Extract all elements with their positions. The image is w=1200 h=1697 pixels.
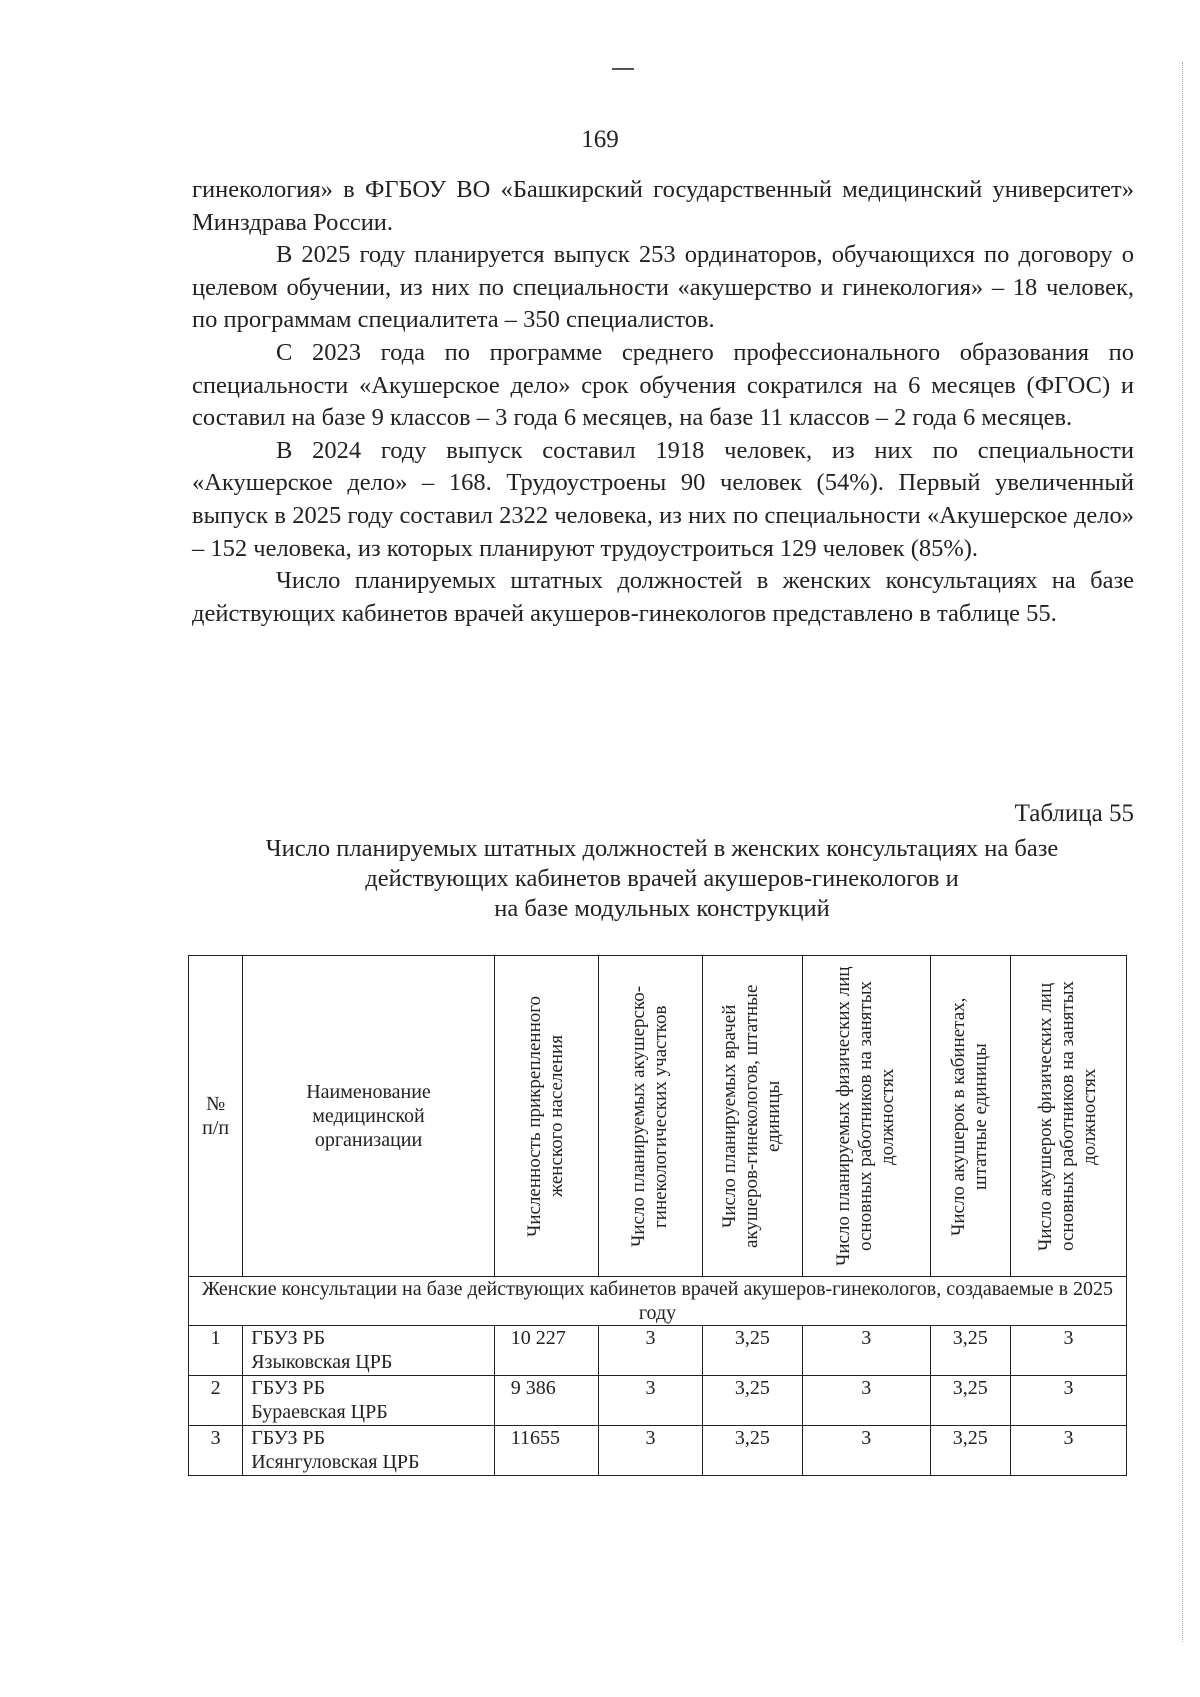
table-row	[189, 1326, 1127, 1376]
page-edge-line	[1182, 62, 1183, 1642]
cell-midwives: 3,25	[930, 1426, 1010, 1476]
top-scan-mark	[612, 68, 634, 70]
cell-doctors: 3,25	[702, 1426, 802, 1476]
table-title-line: на базе модульных конструкций	[494, 895, 830, 922]
header-name: Наименование медицинской организации	[243, 956, 495, 1277]
cell-midwives-physical: 3	[1010, 1376, 1126, 1426]
cell-physical: 3	[802, 1376, 930, 1426]
paragraph: гинекология» в ФГБОУ ВО «Башкирский государственный медицинский университет» Минздрава России.	[192, 176, 1134, 236]
cell-name: ГБУЗ РБ Бураевская ЦРБ	[243, 1376, 495, 1426]
cell-midwives-physical: 3	[1010, 1326, 1126, 1376]
section-title: Женские консультации на базе действующих кабинетов врачей акушеров-гинекологов, создаваемые в 2025 году	[189, 1277, 1127, 1326]
table-row	[189, 1426, 1127, 1476]
header-sites: Число планируемых акушерско-гинекологических участков	[598, 956, 702, 1277]
cell-midwives-physical: 3	[1010, 1426, 1126, 1476]
header-doctors: Число планируемых врачей акушеров-гинекологов, штатные единицы	[702, 956, 802, 1277]
cell-doctors: 3,25	[702, 1326, 802, 1376]
staff-table	[188, 955, 1127, 1476]
table-title-line: действующих кабинетов врачей акушеров-гинекологов и	[365, 865, 959, 892]
table-label: Таблица 55	[1014, 800, 1134, 827]
cell-midwives: 3,25	[930, 1326, 1010, 1376]
header-population: Численность прикрепленного женского населения	[494, 956, 598, 1277]
cell-population: 10 227	[494, 1326, 598, 1376]
header-midwives: Число акушерок в кабинетах, штатные единицы	[930, 956, 1010, 1277]
cell-population: 9 386	[494, 1376, 598, 1426]
cell-name: ГБУЗ РБ Исянгуловская ЦРБ	[243, 1426, 495, 1476]
cell-midwives: 3,25	[930, 1376, 1010, 1426]
cell-sites: 3	[598, 1376, 702, 1426]
cell-num: 3	[189, 1426, 243, 1476]
cell-num: 2	[189, 1376, 243, 1426]
header-midwives-physical: Число акушерок физических лиц основных работников на занятых должностях	[1010, 956, 1126, 1277]
header-num: № п/п	[189, 956, 243, 1277]
paragraph: С 2023 года по программе среднего профессионального образования по специальности «Акушерское дело» срок обучения сократился на 6 месяцев (ФГОС) и составил на базе 9 классов – 3 года 6 месяцев, на базе 11 классов – 2 года 6 месяцев.	[192, 338, 1134, 432]
paragraph: В 2025 году планируется выпуск 253 ординаторов, обучающихся по договору о целевом обучении, из них по специальности «акушерство и гинекология» – 18 человек, по программам специалитета – 350 специалистов.	[192, 241, 1134, 334]
table-section-row	[189, 1277, 1127, 1326]
table-row	[189, 1376, 1127, 1426]
cell-physical: 3	[802, 1326, 930, 1376]
body-text	[192, 174, 1134, 630]
table-header-row	[189, 956, 1127, 1277]
cell-population: 11655	[494, 1426, 598, 1476]
paragraph: Число планируемых штатных должностей в женских консультациях на базе действующих кабинетов врачей акушеров-гинекологов представлено в таблице 55.	[192, 567, 1134, 627]
cell-num: 1	[189, 1326, 243, 1376]
cell-doctors: 3,25	[702, 1376, 802, 1426]
table-title	[190, 834, 1134, 924]
cell-sites: 3	[598, 1326, 702, 1376]
cell-sites: 3	[598, 1426, 702, 1476]
cell-physical: 3	[802, 1426, 930, 1476]
header-physical: Число планируемых физических лиц основных работников на занятых должностях	[802, 956, 930, 1277]
paragraph: В 2024 году выпуск составил 1918 человек, из них по специальности «Акушерское дело» – 168. Трудоустроены 90 человек (54%). Первый увеличенный выпуск в 2025 году составил 2322 человека, из них по специальности «Акушерское дело» – 152 человека, из которых планируют трудоустроиться 129 человек (85%).	[192, 436, 1134, 562]
page-number: 169	[581, 126, 619, 153]
table-title-line: Число планируемых штатных должностей в женских консультациях на базе	[265, 835, 1059, 862]
cell-name: ГБУЗ РБ Языковская ЦРБ	[243, 1326, 495, 1376]
